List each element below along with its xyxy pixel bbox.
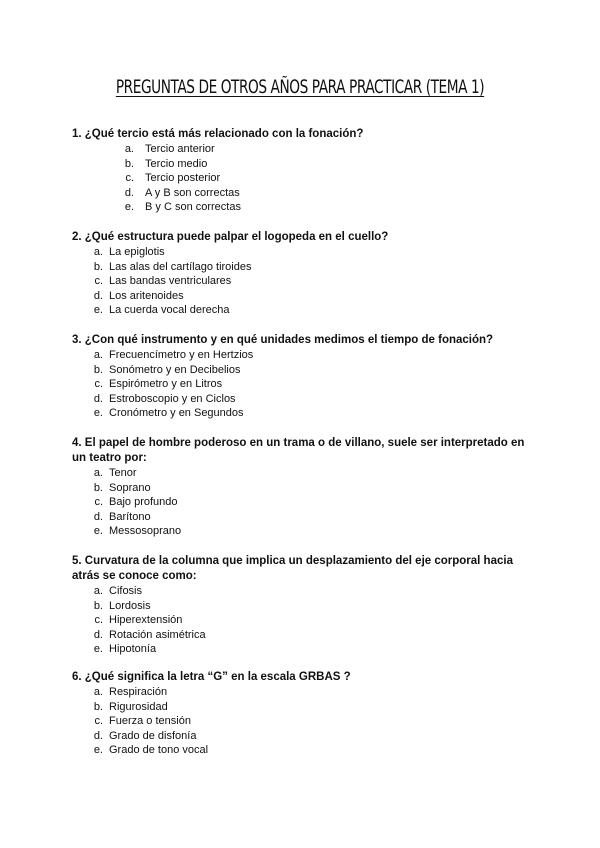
option-a: a. Tenor: [93, 467, 137, 479]
option-c: c. Espirómetro y en Litros: [94, 378, 223, 391]
option-b: b. Lordosis: [93, 599, 151, 612]
option-list: [72, 348, 532, 421]
option-c: c. Hiperextensión: [94, 614, 183, 627]
option-list: [72, 245, 532, 318]
question-text: 3. ¿Con qué instrumento y en qué unidades medimos el tiempo de fonación?: [72, 334, 494, 346]
option-b: b. Tercio medio: [124, 157, 208, 170]
question-3: [72, 333, 532, 421]
page-title: PREGUNTAS DE OTROS AÑOS PARA PRACTICAR (TEMA 1): [115, 76, 485, 98]
question-2: [72, 230, 532, 318]
option-e: e. B y C son correctas: [124, 201, 241, 214]
option-d: d. Rotación asimétrica: [93, 628, 206, 641]
question-6: [72, 670, 532, 758]
question-text: 4. El papel de hombre poderoso en un trama o de villano, suele ser interpretado en un teatro por:: [72, 437, 525, 464]
option-c: c. Bajo profundo: [94, 496, 178, 509]
option-e: e. Cronómetro y en Segundos: [93, 407, 244, 420]
option-a: a. Tercio anterior: [124, 143, 215, 155]
option-b: b. Rigurosidad: [93, 700, 168, 713]
option-c: c. Tercio posterior: [125, 172, 221, 185]
question-text: 5. Curvatura de la columna que implica un desplazamiento del eje corporal hacia atrás se conoce como:: [72, 555, 513, 582]
option-e: e. La cuerda vocal derecha: [93, 304, 230, 317]
option-e: e. Grado de tono vocal: [93, 744, 209, 757]
option-e: e. Messosoprano: [93, 525, 182, 538]
question-text: 1. ¿Qué tercio está más relacionado con la fonación?: [72, 128, 364, 140]
option-b: b. Soprano: [93, 481, 151, 494]
option-list: [72, 142, 532, 215]
option-d: d. Los aritenoides: [93, 289, 184, 302]
option-list: [72, 685, 532, 758]
option-c: c. Fuerza o tensión: [94, 715, 191, 728]
option-list: [72, 466, 532, 539]
option-b: b. Sonómetro y en Decibelios: [93, 363, 241, 376]
question-text: 2. ¿Qué estructura puede palpar el logopeda en el cuello?: [72, 231, 389, 243]
option-list: [72, 584, 532, 657]
question-1: [72, 127, 532, 215]
option-a: a. Cifosis: [93, 585, 143, 597]
option-a: a. La epiglotis: [93, 246, 165, 258]
question-text: 6. ¿Qué significa la letra “G” en la escala GRBAS ?: [72, 671, 351, 683]
option-e: e. Hipotonía: [93, 643, 157, 656]
option-d: d. Barítono: [93, 510, 151, 523]
option-d: d. Estroboscopio y en Ciclos: [93, 392, 236, 405]
option-c: c. Las bandas ventriculares: [94, 275, 232, 288]
option-d: d. Grado de disfonía: [93, 729, 197, 742]
question-5: [72, 554, 532, 657]
option-b: b. Las alas del cartílago tiroides: [93, 260, 252, 273]
question-4: [72, 436, 532, 539]
option-a: a. Respiración: [93, 686, 168, 698]
option-a: a. Frecuencímetro y en Hertzios: [93, 349, 254, 361]
option-d: d. A y B son correctas: [124, 186, 240, 199]
